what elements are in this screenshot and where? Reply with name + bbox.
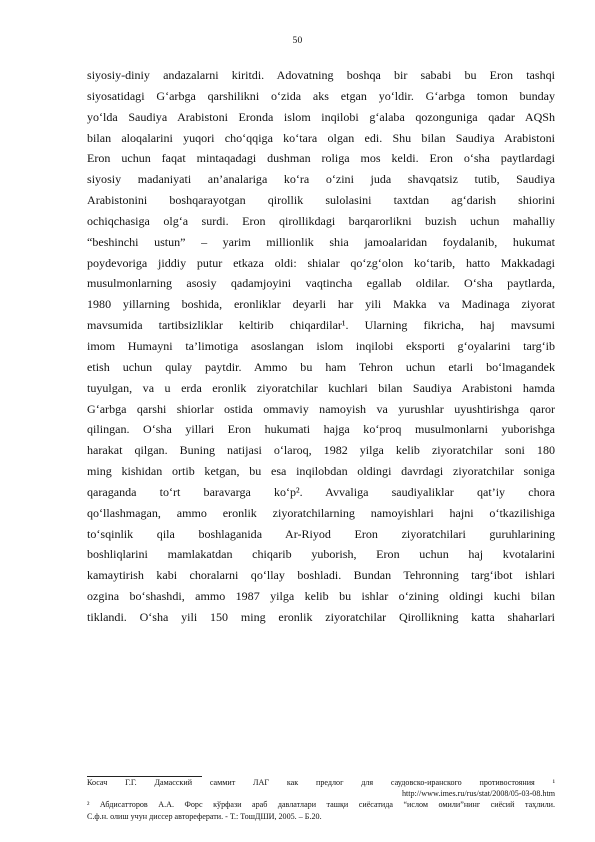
- text-line: musulmonlarning asosiy qadamjoyini vaqtincha egallab oldilar. O‘sha paytlarda,: [87, 276, 555, 291]
- text-line: qaraganda to‘rt baravarga ko‘p². Avvaliga saudiyaliklar qat’iy chora: [87, 484, 555, 499]
- body-text: [87, 65, 555, 628]
- text-line: bilan aloqalarini yuqori cho‘qqiga ko‘tara olgan edi. Shu bilan Saudiya Arabistoni: [87, 130, 555, 145]
- text-line: boshliqlarini mamlakatdan chiqarib yuborish, Eron uchun haj kvotalarini: [87, 547, 555, 562]
- footnote-2: ² Абдисатторов А.А. Форс кўрфази араб давлатлари ташқи сиёсатида “ислом омили”нинг сиёсий таҳлили.: [87, 800, 555, 810]
- page-number: 50: [292, 36, 303, 46]
- text-line: Arabistonini boshqarayotgan qirollik sulolasini taxtdan ag‘darish shiorini: [87, 193, 555, 208]
- text-line: ozgina bo‘shashdi, ammo 1987 yilga kelib bu ishlar o‘zining oldingi kuchi bilan: [87, 589, 555, 604]
- text-line: qo‘llashmagan, ammo eronlik ziyoratchilarning namoyishlari hajni o‘tkazilishiga: [87, 505, 555, 520]
- text-line: ochiqchasiga olg‘a surdi. Eron qirollikdagi barqarorlikni buzish uchun mahalliy: [87, 213, 555, 228]
- text-line: tuyulgan, va u erda eronlik ziyoratchilar kuchlari bilan Saudiya Arabistoni hamda: [87, 380, 555, 395]
- footnote-1: Косач Г.Г. Дамасский саммит ЛАГ как предлог для саудовско-иранского противостояния ¹: [87, 778, 555, 787]
- text-line: siyosiy madaniyati an’analariga ko‘ra o‘zini juda shavqatsiz tutib, Saudiya: [87, 172, 555, 187]
- text-line: etish uchun qulay paytdir. Ammo bu ham Tehron uchun etarli bo‘lmagandek: [87, 359, 555, 374]
- footnotes: [87, 777, 555, 822]
- text-line: to‘sqinlik qila boshlaganida Ar-Riyod Eron ziyoratchilari guruhlarining: [87, 526, 555, 541]
- footnote-2-continuation: С.ф.н. олиш учун диссер автореферати. - Т.: ТошДШИ, 2005. – Б.20.: [87, 811, 322, 821]
- text-line: qilingan. O‘sha yillari Eron hukumati hajga ko‘proq musulmonlarni yuborishga: [87, 422, 555, 437]
- text-line: yo‘lda Saudiya Arabistoni Eronda islom inqilobi g‘alaba qozonguniga qadar AQSh: [87, 109, 555, 124]
- text-line: “beshinchi ustun” – yarim millionlik shia jamoalaridan foydalanib, hukumat: [87, 234, 555, 249]
- text-line: harakat qilgan. Buning natijasi o‘laroq, 1982 yilga kelib ziyoratchilar soni 180: [87, 443, 555, 458]
- text-line: Eron uchun faqat mintaqadagi dushman roliga mos keldi. Eron o‘sha paytlardagi: [87, 151, 555, 166]
- text-line: siyosiy-diniy andazalarni kiritdi. Adovatning boshqa bir sababi bu Eron tashqi: [87, 68, 555, 82]
- text-line: kamaytirish kabi choralarni qo‘llay boshladi. Bundan Tehronning targ‘ibot ishlari: [87, 568, 555, 583]
- text-line: ming kishidan ortib ketgan, bu esa inqilobdan oldingi davrdagi ziyoratchilar soniga: [87, 464, 555, 479]
- text-line: siyosatidagi G‘arbga qarshilikni o‘zida aks etgan yo‘ldir. G‘arbga tomon bunday: [87, 88, 555, 103]
- text-line: imom Humayni ta’limotiga asoslangan islom inqilobi eksporti g‘oyalarini targ‘ib: [87, 338, 555, 353]
- text-line: G‘arbga qarshi shiorlar ostida ommaviy namoyish va yurushlar uyushtirishga qaror: [87, 401, 555, 416]
- text-line: tiklandi. O‘sha yili 150 ming eronlik ziyoratchilar Qirollikning katta shaharlari: [87, 609, 555, 624]
- text-line: 1980 yillarning boshida, eronliklar deyarli har yili Makka va Madinaga ziyorat: [87, 297, 555, 312]
- footnote-1-link[interactable]: http://www.imes.ru/rus/stat/2008/05-03-08.htm: [401, 789, 555, 799]
- text-line: mavsumida tartibsizliklar keltirib chiqardilar¹. Ularning fikricha, haj mavsumi: [87, 318, 555, 333]
- text-line: poydevoriga jiddiy putur etkaza oldi: shialar qo‘zg‘olon ko‘tarib, hatto Makkadagi: [87, 255, 555, 270]
